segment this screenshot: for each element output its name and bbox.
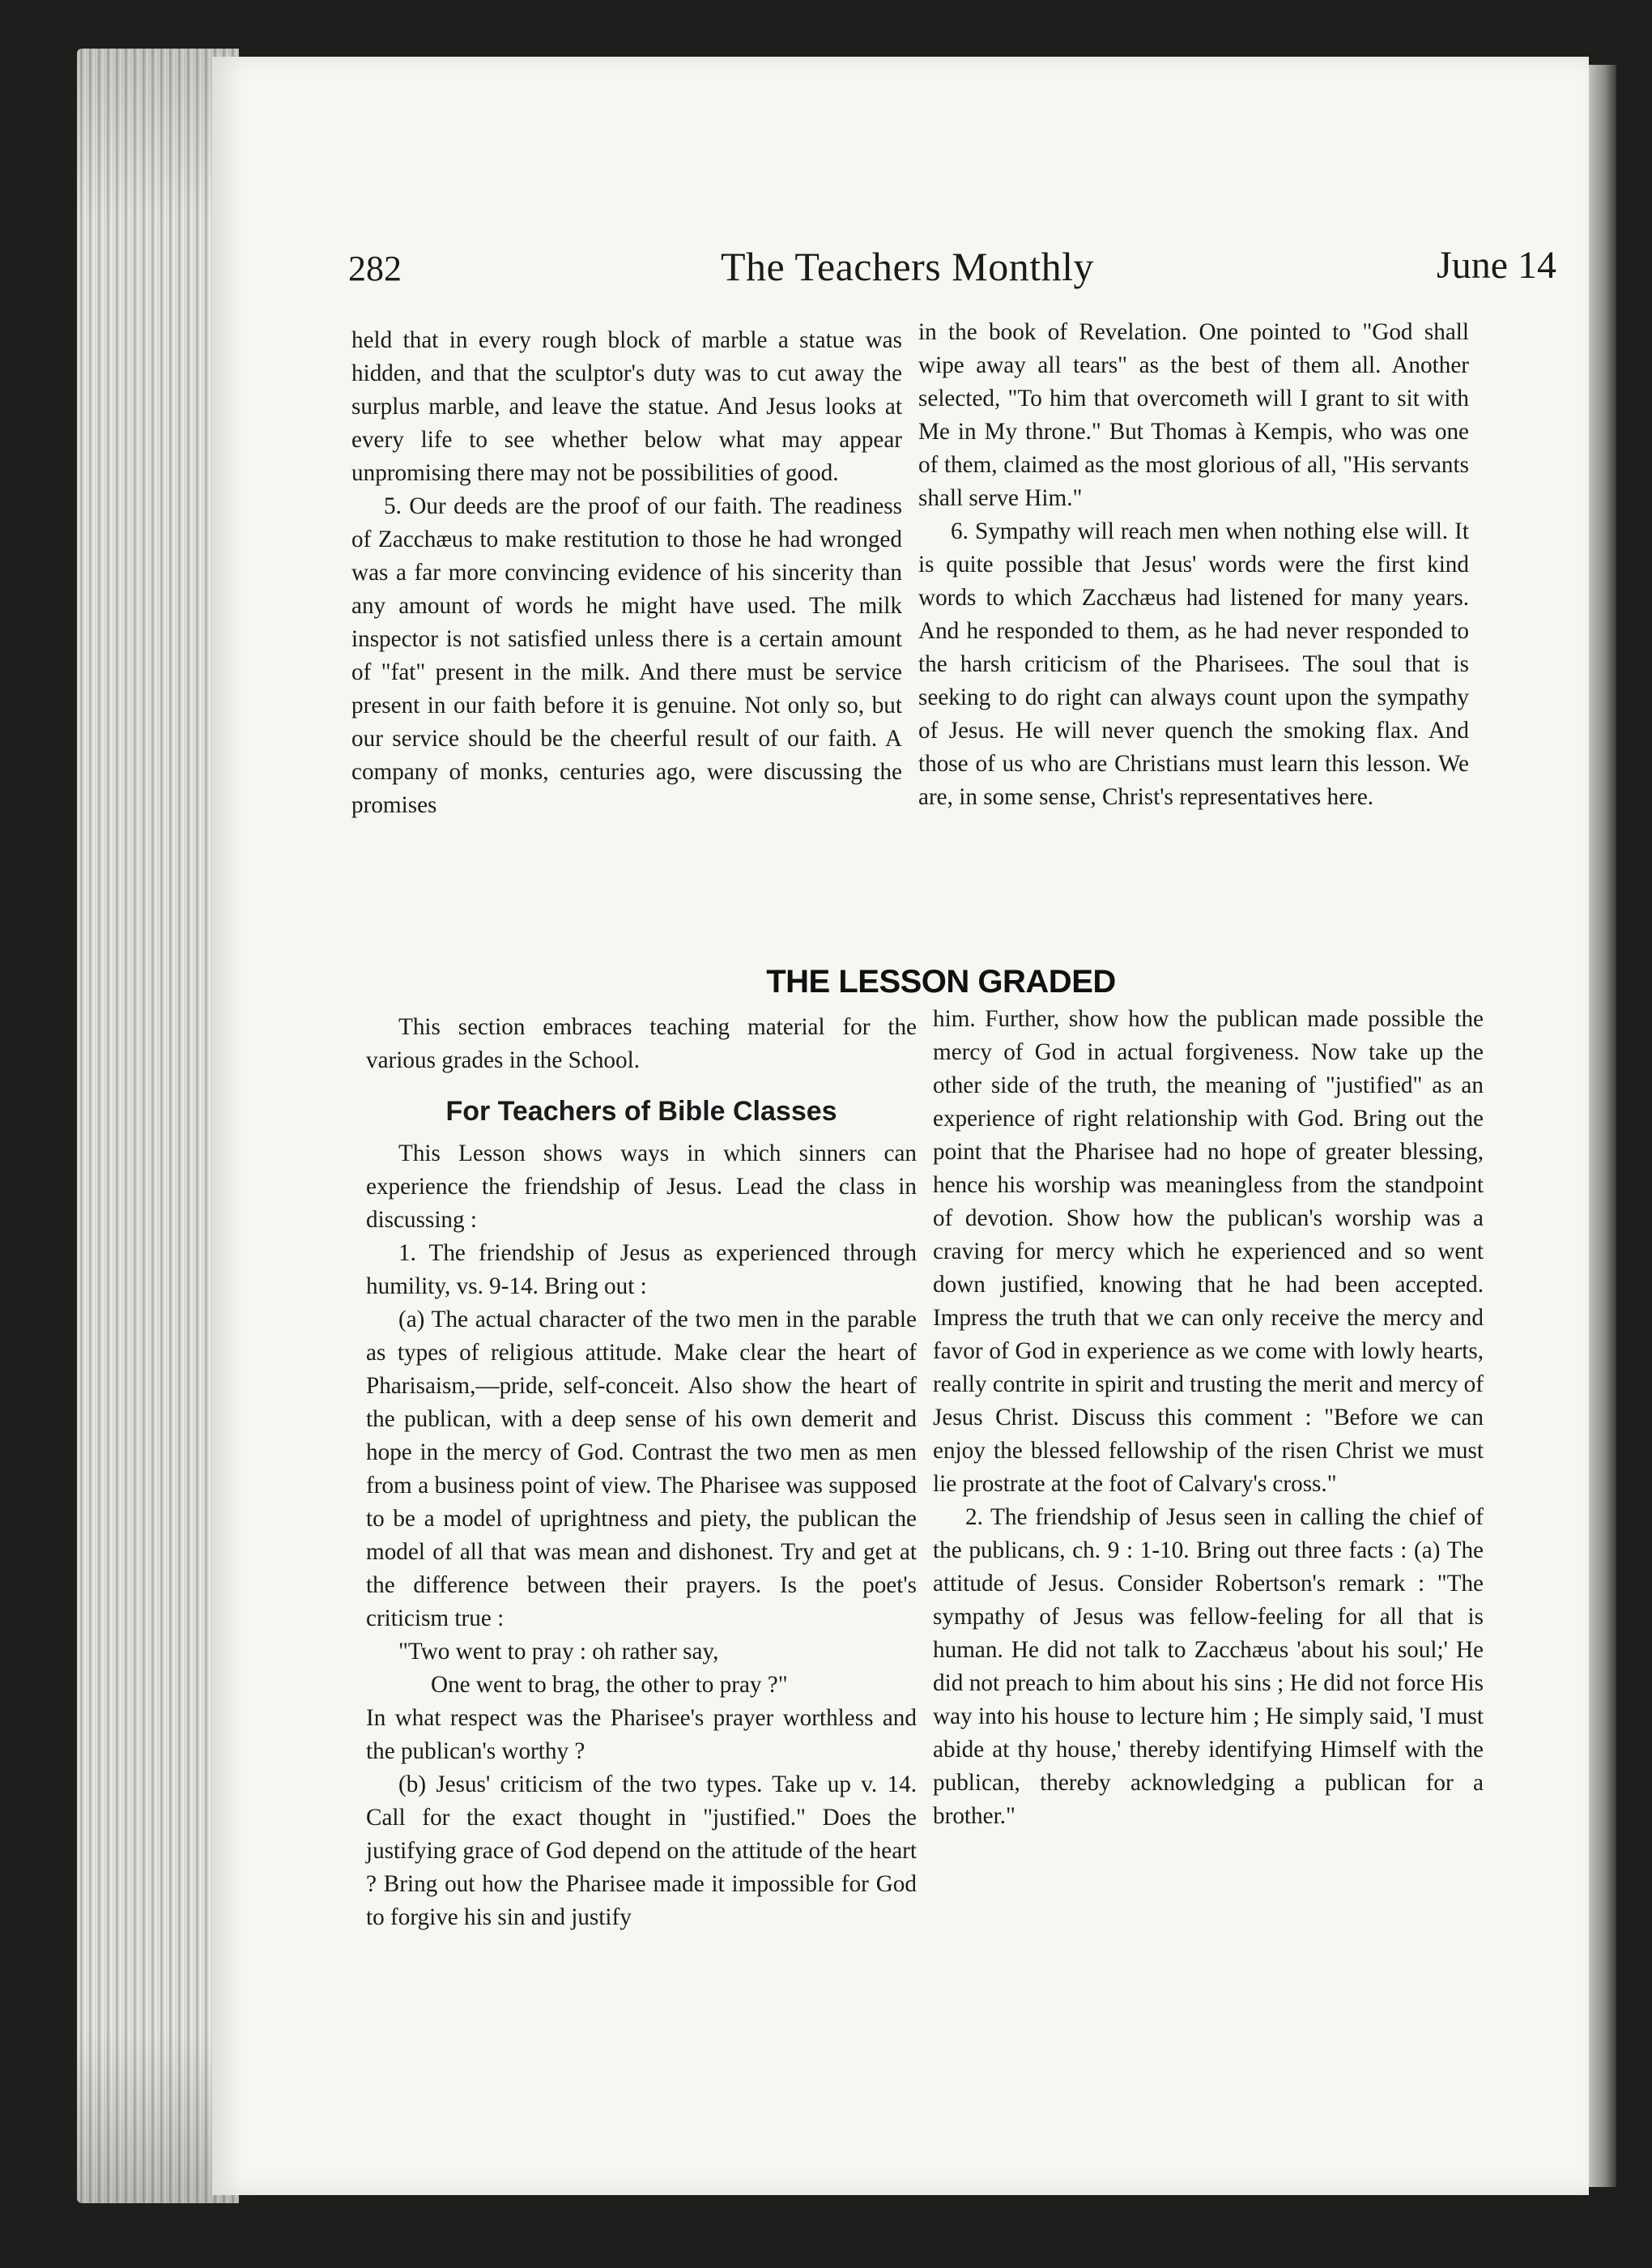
paragraph: This Lesson shows ways in which sinners can experience the friendship of Jesus. Lead the class in discussing : <box>366 1140 917 1233</box>
page-number: 282 <box>348 249 402 288</box>
column-top-left <box>351 324 902 822</box>
poem-line: One went to brag, the other to pray ?" <box>431 1672 788 1698</box>
issue-date: June 14 <box>1437 244 1556 287</box>
paragraph: 5. Our deeds are the proof of our faith. The readiness of Zacchæus to make restitution to those he had wronged was a far more convincing evidence of his sincerity than any amount of words he might have used. The milk inspector is not satisfied unless there is a certain amount of "fat" present in the milk. And there must be service present in our faith before it is genuine. Not only so, but our service should be the cheerful result of our faith. A company of monks, centuries ago, were discussing the promises <box>351 493 902 818</box>
paragraph: 1. The friendship of Jesus as experienced through humility, vs. 9-14. Bring out : <box>366 1240 917 1299</box>
poem-line: "Two went to pray : oh rather say, <box>398 1639 719 1665</box>
section-intro: This section embraces teaching material for the various grades in the School. <box>366 1014 917 1073</box>
paragraph: him. Further, show how the publican made possible the mercy of God in actual forgiveness. Now take up the other side of the truth, the meaning of "justified" as an experience of right relationship with God. Bring out the point that the Pharisee had no hope of greater blessing, hence his worship was meaningless from the standpoint of devotion. Show how the publican's worship was a craving for mercy which he experienced and so went down justified, knowing that he had been accepted. Impress the truth that we can only receive the mercy and favor of God in experience as we come with lowly hearts, really contrite in spirit and trusting the merit and mercy of Jesus Christ. Discuss this comment : "Before we can enjoy the blessed fellowship of the risen Christ we must lie prostrate at the foot of Calvary's cross." <box>933 1006 1484 1497</box>
paragraph: (a) The actual character of the two men in the parable as types of religious attitude. Make clear the heart of Pharisaism,—pride, self-conceit. Also show the heart of the publican, with a deep sense of his own demerit and hope in the mercy of God. Contrast the two men as men from a business point of view. The Pharisee was supposed to be a model of uprightness and piety, the publican the model of all that was mean and dishonest. Try and get at the difference between their prayers. Is the poet's criticism true : <box>366 1307 917 1631</box>
paragraph: In what respect was the Pharisee's prayer worthless and the publican's worthy ? <box>366 1705 917 1764</box>
paragraph: 6. Sympathy will reach men when nothing else will. It is quite possible that Jesus' words were the first kind words to which Zacchæus had listened for many years. And he responded to them, as he had never responded to the harsh criticism of the Pharisees. The soul that is seeking to do right can always count upon the sympathy of Jesus. He will never quench the smoking flax. And those of us who are Christians must learn this lesson. We are, in some sense, Christ's representatives here. <box>918 518 1469 810</box>
column-top-right <box>918 316 1469 814</box>
page-header <box>348 244 1556 305</box>
section-title: THE LESSON GRADED <box>766 964 1116 1000</box>
book-page <box>212 57 1589 2195</box>
paragraph: (b) Jesus' criticism of the two types. Take up v. 14. Call for the exact thought in "justified." Does the justifying grace of God depend on the attitude of the heart ? Bring out how the Pharisee made it impossible for God to forgive his sin and justify <box>366 1771 917 1930</box>
column-bottom-right <box>933 1003 1484 1833</box>
subheading: For Teachers of Bible Classes <box>445 1096 837 1127</box>
right-page-edge <box>1587 65 1616 2187</box>
column-bottom-left <box>366 1011 917 1934</box>
journal-title: The Teachers Monthly <box>721 244 1095 289</box>
paragraph: in the book of Revelation. One pointed to "God shall wipe away all tears" as the best of them all. Another selected, "To him that overcometh will I grant to sit with Me in My throne." But Thomas à Kempis, who was one of them, claimed as the most glorious of all, "His servants shall serve Him." <box>918 319 1469 511</box>
paragraph: 2. The friendship of Jesus seen in calling the chief of the publicans, ch. 9 : 1-10. Bring out three facts : (a) The attitude of Jesus. Consider Robertson's remark : "The sympathy of Jesus was fellow-feeling for all that is human. He did not talk to Zacchæus 'about his soul;' He did not preach to him about his sins ; He did not force His way into his house to lecture him ; He simply said, 'I must abide at thy house,' thereby identifying Himself with the publican, thereby acknowledging a publican for a brother." <box>933 1504 1484 1829</box>
paragraph: held that in every rough block of marble a statue was hidden, and that the sculptor's duty was to cut away the surplus marble, and leave the statue. And Jesus looks at every life to see whether below what may appear unpromising there may not be possibilities of good. <box>351 327 902 486</box>
